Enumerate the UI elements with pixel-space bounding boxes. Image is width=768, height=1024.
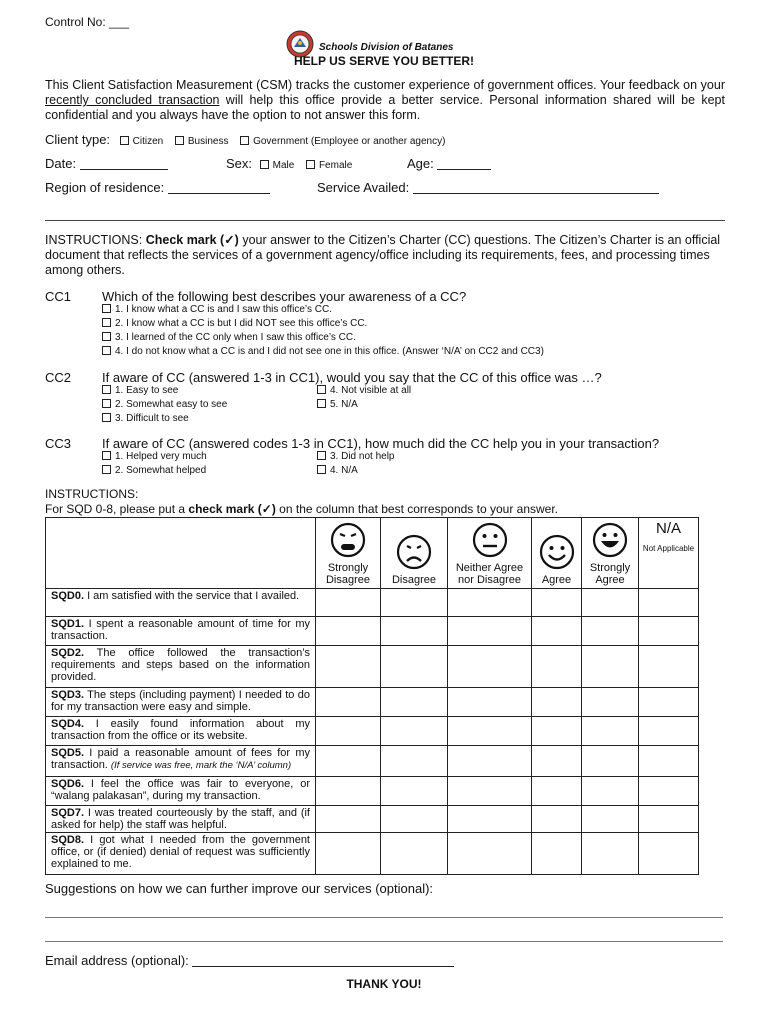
- sqd-rating-cell[interactable]: [448, 646, 532, 688]
- sqd-rating-cell[interactable]: [582, 646, 639, 688]
- sqd-rating-cell[interactable]: [448, 717, 532, 746]
- sqd-rating-cell[interactable]: [582, 717, 639, 746]
- sqd-rating-cell[interactable]: [532, 746, 582, 777]
- sqd-rating-cell[interactable]: [532, 589, 582, 617]
- sqd-rating-cell[interactable]: [532, 806, 582, 833]
- sqd-rating-cell[interactable]: [639, 833, 699, 875]
- client-type-government[interactable]: Government (Employee or another agency): [240, 136, 445, 147]
- cc3-question: If aware of CC (answered codes 1-3 in CC1), how much did the CC help you in your transaction?: [102, 436, 660, 451]
- page-title: HELP US SERVE YOU BETTER!: [293, 54, 475, 68]
- sqd-rating-cell[interactable]: [639, 806, 699, 833]
- cc3-code: CC3: [45, 436, 72, 451]
- service-availed-field[interactable]: Service Availed:: [317, 180, 659, 195]
- sqd-rating-cell[interactable]: [582, 589, 639, 617]
- cc1-code: CC1: [45, 289, 72, 304]
- division-name: Schools Division of Batanes: [319, 42, 454, 53]
- cc-instructions: INSTRUCTIONS: Check mark (✓) your answer to the Citizen’s Charter (CC) questions. The Citizen’s Charter is an official document that reflects the services of a government agency/office including its requirements, fees, and processing times among others.: [45, 233, 721, 277]
- sqd-rating-cell[interactable]: [381, 589, 448, 617]
- client-type-row: Client type: Citizen Business Government (Employee or another agency): [45, 132, 446, 147]
- sqd-question: SQD8. I got what I needed from the government office, or (if denied) denial of request was sufficiently explained to me.: [46, 833, 316, 875]
- cc2-option-5[interactable]: 5. N/A: [317, 399, 358, 410]
- sqd-rating-cell[interactable]: [316, 617, 381, 646]
- sqd-row: [46, 746, 699, 777]
- client-type-citizen[interactable]: Citizen: [120, 136, 164, 147]
- sqd-rating-cell[interactable]: [381, 688, 448, 717]
- sqd-question: SQD7. I was treated courteously by the staff, and (if asked for help) the staff was helpful.: [46, 806, 316, 833]
- sqd-rating-cell[interactable]: [316, 646, 381, 688]
- cc2-option-2[interactable]: 2. Somewhat easy to see: [102, 399, 227, 410]
- sqd-rating-cell[interactable]: [316, 589, 381, 617]
- cc3-option-2[interactable]: 2. Somewhat helped: [102, 465, 206, 476]
- section-divider: [45, 220, 725, 221]
- sqd-rating-cell[interactable]: [532, 833, 582, 875]
- age-field[interactable]: Age:: [407, 156, 491, 171]
- sqd-rating-cell[interactable]: [448, 777, 532, 806]
- sex-female-option[interactable]: Female: [306, 160, 352, 171]
- scale-strongly-agree: Strongly Agree: [582, 518, 639, 589]
- region-field[interactable]: Region of residence:: [45, 180, 270, 195]
- sqd-rating-cell[interactable]: [381, 777, 448, 806]
- sqd-rating-cell[interactable]: [532, 688, 582, 717]
- suggestions-line-1[interactable]: [45, 917, 723, 918]
- sqd-rating-cell[interactable]: [582, 833, 639, 875]
- sqd-rating-cell[interactable]: [448, 688, 532, 717]
- cc1-option-4[interactable]: 4. I do not know what a CC is and I did not see one in this office. (Answer ‘N/A’ on CC2 and CC3): [102, 346, 544, 357]
- sqd-row: [46, 688, 699, 717]
- sqd-row: [46, 617, 699, 646]
- scale-disagree: Disagree: [381, 518, 448, 589]
- smile-face-icon: [539, 534, 575, 570]
- sqd-rating-cell[interactable]: [316, 833, 381, 875]
- cc3-option-4[interactable]: 4. N/A: [317, 465, 358, 476]
- sqd-row: [46, 806, 699, 833]
- sqd-rating-table: [45, 517, 699, 875]
- cc3-option-1[interactable]: 1. Helped very much: [102, 451, 207, 462]
- sqd-rating-cell[interactable]: [381, 806, 448, 833]
- sqd-rating-cell[interactable]: [532, 777, 582, 806]
- cc2-option-4[interactable]: 4. Not visible at all: [317, 385, 411, 396]
- sqd-rating-cell[interactable]: [316, 746, 381, 777]
- sqd-rating-cell[interactable]: [381, 646, 448, 688]
- sqd-rating-cell[interactable]: [316, 717, 381, 746]
- sqd-question: SQD0. I am satisfied with the service that I availed.: [46, 589, 316, 617]
- sex-field: Sex: Male Female: [226, 156, 353, 171]
- sad-face-icon: [396, 534, 432, 570]
- very-sad-face-icon: [330, 522, 366, 558]
- sqd-rating-cell[interactable]: [582, 806, 639, 833]
- sqd-rating-cell[interactable]: [316, 688, 381, 717]
- control-number: Control No: ___: [45, 15, 130, 29]
- sqd-instructions: For SQD 0-8, please put a check mark (✓) on the column that best corresponds to your answer.: [45, 502, 559, 516]
- sqd-rating-cell[interactable]: [381, 746, 448, 777]
- sqd-rating-cell[interactable]: [582, 688, 639, 717]
- sqd-rating-cell[interactable]: [448, 746, 532, 777]
- cc1-option-3[interactable]: 3. I learned of the CC only when I saw this office’s CC.: [102, 332, 356, 343]
- sqd-instructions-label: INSTRUCTIONS:: [45, 487, 139, 501]
- sqd-rating-cell[interactable]: [639, 646, 699, 688]
- sqd-rating-cell[interactable]: [639, 688, 699, 717]
- cc2-option-1[interactable]: 1. Easy to see: [102, 385, 178, 396]
- sqd-rating-cell[interactable]: [639, 617, 699, 646]
- sqd-row: [46, 646, 699, 688]
- sqd-question: SQD5. I paid a reasonable amount of fees for my transaction. (If service was free, mark the ‘N/A’ column): [46, 746, 316, 777]
- sqd-rating-cell[interactable]: [448, 617, 532, 646]
- suggestions-label: Suggestions on how we can further improve our services (optional):: [45, 881, 434, 896]
- sqd-rating-cell[interactable]: [639, 717, 699, 746]
- client-type-business[interactable]: Business: [175, 136, 229, 147]
- sqd-rating-cell[interactable]: [639, 777, 699, 806]
- big-smile-face-icon: [592, 522, 628, 558]
- neutral-face-icon: [472, 522, 508, 558]
- sqd-rating-cell[interactable]: [448, 806, 532, 833]
- suggestions-line-2[interactable]: [45, 941, 723, 942]
- sqd-rating-cell[interactable]: [448, 833, 532, 875]
- thank-you-text: THANK YOU!: [346, 977, 422, 991]
- sqd-rating-cell[interactable]: [582, 746, 639, 777]
- sqd-question: SQD1. I spent a reasonable amount of time for my transaction.: [46, 617, 316, 646]
- sqd-row: [46, 777, 699, 806]
- date-field[interactable]: Date:: [45, 156, 168, 171]
- sqd-question: SQD2. The office followed the transaction’s requirements and steps based on the information provided.: [46, 646, 316, 688]
- sqd-question: SQD3. The steps (including payment) I needed to do for my transaction were easy and simple.: [46, 688, 316, 717]
- sqd-rating-cell[interactable]: [316, 806, 381, 833]
- scale-not-applicable: N/A Not Applicable: [639, 518, 699, 589]
- cc1-option-1[interactable]: 1. I know what a CC is and I saw this office’s CC.: [102, 304, 332, 315]
- table-corner-cell: [46, 518, 316, 589]
- sqd-rating-cell[interactable]: [381, 717, 448, 746]
- cc2-option-3[interactable]: 3. Difficult to see: [102, 413, 189, 424]
- sqd-rating-cell[interactable]: [316, 777, 381, 806]
- sqd-row: [46, 589, 699, 617]
- sqd-rating-cell[interactable]: [381, 617, 448, 646]
- intro-paragraph: This Client Satisfaction Measurement (CSM) tracks the customer experience of government offices. Your feedback on your recently concluded transaction will help this office provide a better service. Personal information shared will be kept confidential and you always have the option to not answer this form.: [45, 78, 725, 122]
- sqd-rating-cell[interactable]: [639, 746, 699, 777]
- cc1-option-2[interactable]: 2. I know what a CC is but I did NOT see this office’s CC.: [102, 318, 367, 329]
- sqd-rating-cell[interactable]: [532, 646, 582, 688]
- sqd-rows: [46, 589, 699, 875]
- sqd-rating-cell[interactable]: [582, 617, 639, 646]
- sqd-rating-cell[interactable]: [381, 833, 448, 875]
- scale-agree: Agree: [532, 518, 582, 589]
- sqd-row: [46, 833, 699, 875]
- cc3-option-3[interactable]: 3. Did not help: [317, 451, 395, 462]
- sqd-rating-cell[interactable]: [639, 589, 699, 617]
- sqd-rating-cell[interactable]: [532, 617, 582, 646]
- sqd-row: [46, 717, 699, 746]
- scale-neutral: Neither Agree nor Disagree: [448, 518, 532, 589]
- cc1-question: Which of the following best describes your awareness of a CC?: [102, 289, 467, 304]
- scale-strongly-disagree: Strongly Disagree: [316, 518, 381, 589]
- sqd-rating-cell[interactable]: [532, 717, 582, 746]
- email-field[interactable]: Email address (optional):: [45, 953, 454, 968]
- sqd-question: SQD4. I easily found information about my transaction from the office or its website.: [46, 717, 316, 746]
- sex-male-option[interactable]: Male: [260, 160, 295, 171]
- sqd-rating-cell[interactable]: [582, 777, 639, 806]
- cc2-code: CC2: [45, 370, 72, 385]
- cc2-question: If aware of CC (answered 1-3 in CC1), would you say that the CC of this office was …?: [102, 370, 602, 385]
- sqd-rating-cell[interactable]: [448, 589, 532, 617]
- sqd-question: SQD6. I feel the office was fair to everyone, or “walang palakasan”, during my transaction.: [46, 777, 316, 806]
